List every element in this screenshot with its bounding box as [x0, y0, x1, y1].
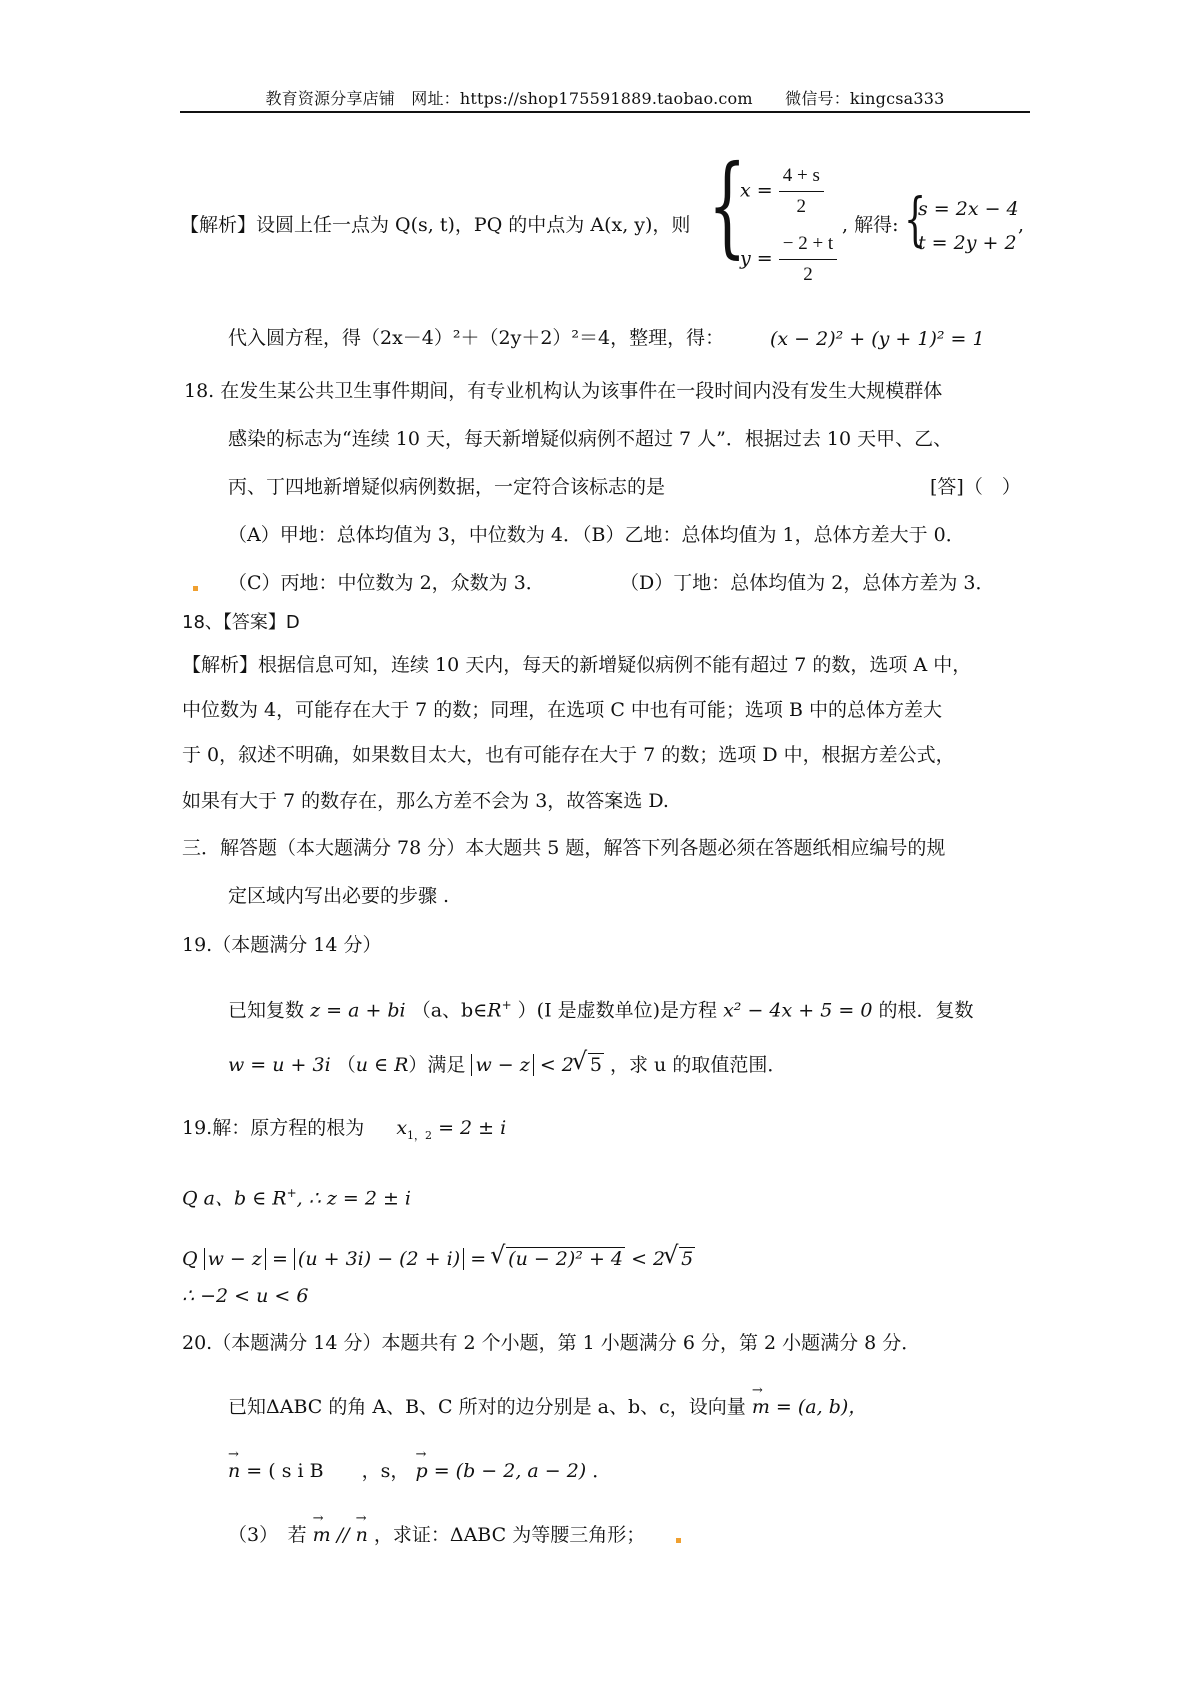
scan-speck: [193, 586, 198, 591]
q20-p2-nval: = ( s i B: [240, 1460, 324, 1482]
q19-sol-3eq2: =: [470, 1248, 487, 1270]
q19-sol-1c: = 2 ± i: [438, 1117, 507, 1139]
q19-p2-d: ，求 u 的取值范围．: [610, 1054, 787, 1076]
q19-p2-sqrt: [574, 1052, 604, 1078]
q19-sol-3lt: < 2: [631, 1248, 666, 1270]
q17-y-den: 2: [803, 264, 813, 285]
q17-x-equation: [740, 165, 824, 218]
q17-y-equation: [740, 233, 837, 286]
q18-stem-3: 丙、丁四地新增疑似病例数据，一定符合该标志的是: [228, 476, 666, 498]
q19-sol-3eq1: =: [271, 1248, 288, 1270]
header-rule: [180, 111, 1030, 113]
q17-x-num: 4 + s: [779, 165, 824, 192]
q17-t-equation: t = 2y + 2: [918, 232, 1017, 254]
q20-p3-a: （3） 若: [228, 1524, 307, 1546]
q20-p2-p: → p: [415, 1458, 427, 1484]
q19-p1-c: ）(I 是虚数单位)是方程: [517, 999, 718, 1022]
q17-x-fraction: [779, 165, 824, 218]
q19-sol-1b: x: [396, 1117, 408, 1139]
q20-p2-end: ．: [592, 1460, 612, 1482]
q17-result: (x − 2)² + (y + 1)² = 1: [770, 328, 985, 350]
q20-problem-line-3: [228, 1522, 645, 1548]
q19-sol-3sqrt: [492, 1246, 625, 1272]
q17-solution-brace: {: [904, 185, 927, 253]
q19-p2-w: w = u + 3i: [228, 1054, 331, 1076]
q20-p3-b: ，求证：ΔABC 为等腰三角形；: [373, 1524, 646, 1546]
page-header: 教育资源分享店铺 网址：https://shop175591889.taobao.com 微信号：kingcsa333: [265, 89, 945, 108]
q19-p2-five: 5: [589, 1054, 602, 1076]
q19-solution-line-1: [182, 1115, 506, 1149]
q19-solution-line-2: [182, 1180, 411, 1211]
q18-options-ab: （A）甲地：总体均值为 3，中位数为 4．（B）乙地：总体均值为 1，总体方差大于 0．: [228, 524, 965, 546]
q17-system-brace: {: [708, 141, 747, 269]
q19-sol-3five: 5: [681, 1248, 694, 1270]
q19-sol-3rad: (u − 2)² + 4: [508, 1248, 624, 1270]
q19-sol-2sup: +: [286, 1186, 297, 1200]
q17-jiexi-lead: 【解析】设圆上任一点为 Q(s, t)，PQ 的中点为 A(x, y)，则: [180, 214, 691, 236]
q18-option-c: （C）丙地：中位数为 2，众数为 3．: [228, 572, 545, 594]
q19-p2-b: ）满足: [408, 1054, 466, 1076]
q19-p1-d: 的根．复数: [878, 999, 974, 1022]
q18-jiexi-2: 中位数为 4，可能存在大于 7 的数；同理，在选项 C 中也有可能；选项 B 中的总体方差大: [182, 699, 942, 721]
q17-solve-label: , 解得:: [842, 214, 899, 236]
q18-jiexi-3: 于 0，叙述不明确，如果数目太大，也有可能存在大于 7 的数；选项 D 中，根据方差公式，: [182, 744, 955, 766]
q19-sol-2a: Q a、b ∈ R: [182, 1187, 287, 1210]
q20-p3-n: → n: [356, 1522, 368, 1548]
q20-p2-mid: ，s，: [361, 1460, 410, 1482]
q17-y-fraction: [779, 233, 837, 286]
q19-p2-abs: w − z: [471, 1054, 533, 1076]
q20-p3-m: → m: [313, 1522, 331, 1548]
section3-line-2: 定区域内写出必要的步骤 .: [228, 885, 450, 907]
q17-y-num: − 2 + t: [779, 233, 837, 260]
q20-p1-mval: = (a, b)，: [769, 1396, 868, 1418]
q19-p2-c: < 2: [539, 1054, 574, 1076]
section3-line-1: 三．解答题（本大题满分 78 分）本大题共 5 题，解答下列各题必须在答题纸相应编号的规: [182, 837, 946, 859]
scan-speck: [676, 1538, 681, 1543]
q19-sol-3abs2: (u + 3i) − (2 + i): [294, 1248, 464, 1270]
q19-sol-2b: , ∴ z = 2 ± i: [296, 1187, 412, 1210]
q19-title: 19.（本题满分 14 分）: [182, 934, 382, 956]
q19-sol-1a: 19.解：原方程的根为: [182, 1117, 365, 1139]
q18-option-d: （D）丁地：总体均值为 2，总体方差为 3．: [620, 572, 995, 594]
q18-stem-2: 感染的标志为“连续 10 天，每天新增疑似病例不超过 7 人”．根据过去 10 天甲、乙、: [228, 428, 953, 450]
q20-title: 20.（本题满分 14 分）本题共有 2 个小题，第 1 小题满分 6 分，第 2 小题满分 8 分．: [182, 1332, 921, 1354]
q19-p1-b: （a、b∈: [411, 999, 488, 1022]
q19-p1-a: 已知复数: [228, 999, 305, 1022]
q20-p2-pval: = (b − 2, a − 2): [427, 1460, 587, 1482]
q19-sol-3abs1: w − z: [204, 1248, 266, 1270]
q19-sol-3a: Q: [182, 1248, 198, 1270]
q19-p1-R: R: [487, 999, 502, 1022]
q18-jiexi-4: 如果有大于 7 的数存在，那么方差不会为 3，故答案选 D.: [182, 790, 669, 812]
q19-p2-a: （: [336, 1054, 356, 1076]
q18-answer: 18、【答案】D: [182, 612, 300, 633]
q19-p2-u: u ∈ R: [355, 1054, 409, 1076]
q19-sol-1sub: 1，2: [407, 1128, 433, 1142]
q18-jiexi-1: 【解析】根据信息可知，连续 10 天内，每天的新增疑似病例不能有超过 7 的数，选项 A 中，: [182, 654, 972, 676]
q18-answer-bracket: [答]（ ）: [930, 476, 1021, 498]
q19-sol-3sqrt5: [665, 1246, 695, 1272]
q20-p1-a: 已知ΔABC 的角 A、B、C 所对的边分别是 a、b、c，设向量: [228, 1396, 746, 1418]
q19-p1-eq: x² − 4x + 5 = 0: [723, 999, 873, 1022]
q20-p1-m: → m: [752, 1394, 770, 1420]
q17-y-lhs: y =: [740, 247, 773, 270]
q19-solution-line-4: ∴ −2 < u < 6: [182, 1285, 309, 1307]
q17-s-equation: s = 2x − 4: [918, 198, 1019, 220]
q18-stem-1: 18. 在发生某公共卫生事件期间，有专业机构认为该事件在一段时间内没有发生大规模群体: [184, 380, 943, 402]
q19-p1-z: z = a + bi: [310, 999, 406, 1022]
q19-solution-line-3: [182, 1246, 695, 1272]
q20-problem-line-1: [228, 1394, 867, 1420]
q17-substitute-line: 代入圆方程，得（2x－4）²＋（2y＋2）²＝4，整理，得：: [228, 327, 725, 349]
q17-trailing-comma: ,: [1018, 214, 1025, 236]
q17-x-den: 2: [796, 196, 807, 217]
q20-problem-line-2: [228, 1458, 611, 1484]
q20-p2-n: → n: [228, 1458, 240, 1484]
q20-p3-par: //: [330, 1524, 356, 1546]
q19-problem-line-1: 已知复数 z = a + bi （a、b∈R+ ）(I 是虚数单位)是方程 x² − 4x + 5 = 0 的根．复数: [228, 998, 974, 1022]
q17-x-lhs: x =: [740, 179, 773, 202]
q19-problem-line-2: [228, 1052, 786, 1078]
